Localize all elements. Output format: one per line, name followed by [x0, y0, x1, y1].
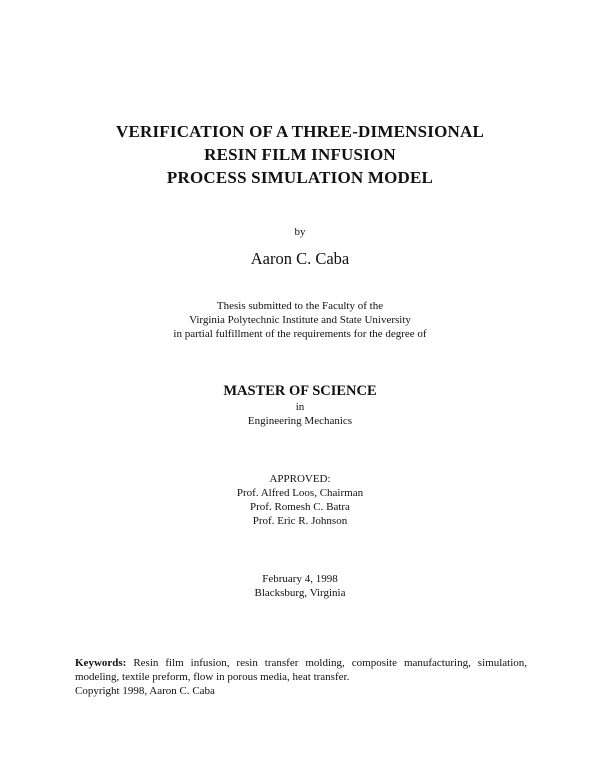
thesis-title-line-3: PROCESS SIMULATION MODEL: [166, 168, 434, 187]
copyright-notice: Copyright 1998, Aaron C. Caba: [75, 685, 215, 697]
submission-line-1: Thesis submitted to the Faculty of the: [216, 300, 384, 312]
thesis-title-line-2: RESIN FILM INFUSION: [204, 145, 396, 164]
approved-heading: APPROVED:: [269, 473, 331, 485]
degree-name: MASTER OF SCIENCE: [223, 383, 377, 399]
degree-field: Engineering Mechanics: [247, 415, 353, 427]
committee-member-2: Prof. Romesh C. Batra: [250, 501, 350, 513]
keywords-paragraph: [75, 656, 527, 684]
thesis-title-line-1: VERIFICATION OF A THREE-DIMENSIONAL: [116, 122, 484, 141]
degree-in-label: in: [295, 401, 305, 413]
submission-line-3: in partial fulfillment of the requirements for the degree of: [173, 328, 427, 340]
thesis-title: [0, 120, 600, 189]
submission-statement: [0, 299, 600, 341]
approval-block: [0, 472, 600, 528]
author-name: Aaron C. Caba: [250, 249, 350, 268]
keywords-text: Resin film infusion, resin transfer molding, composite manufacturing, simulation, modeling, textile preform, flow in porous media, heat transfer.: [75, 657, 528, 683]
committee-member-3: Prof. Eric R. Johnson: [252, 515, 348, 527]
thesis-location: Blacksburg, Virginia: [254, 587, 346, 599]
by-label: by: [294, 226, 306, 238]
committee-member-1: Prof. Alfred Loos, Chairman: [236, 487, 364, 499]
keywords-label: Keywords:: [75, 657, 127, 669]
date-location-block: [0, 572, 600, 600]
thesis-date: February 4, 1998: [262, 573, 338, 585]
submission-line-2: Virginia Polytechnic Institute and State University: [189, 314, 411, 326]
